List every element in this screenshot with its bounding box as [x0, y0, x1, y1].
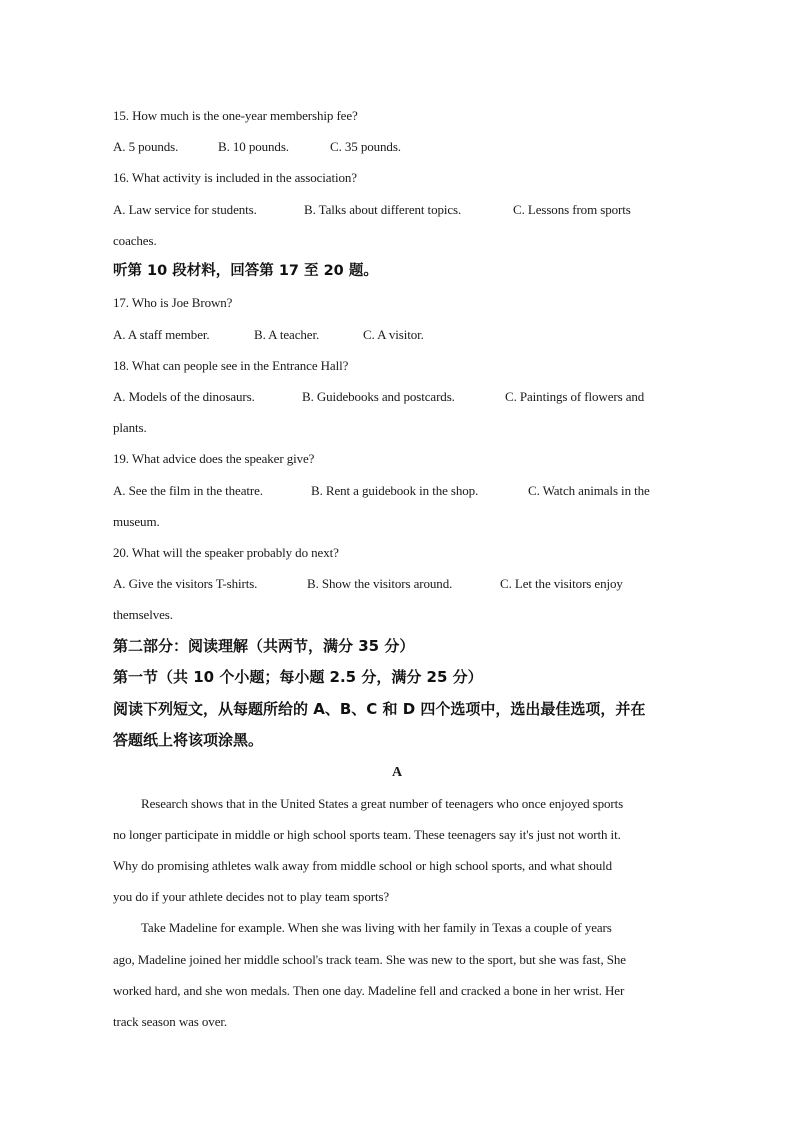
option-18-b: B. Guidebooks and postcards.: [302, 389, 455, 404]
option-17-a: A. A staff member.: [113, 326, 210, 342]
passage-p2-line-2: ago, Madeline joined her middle school's track team. She was new to the sport, but she was fast, She: [113, 951, 626, 967]
instructions-line-1: 阅读下列短文，从每题所给的 A、B、C 和 D 四个选项中，选出最佳选项，并在: [113, 699, 646, 718]
option-18-c-continued: plants.: [113, 420, 147, 436]
question-18: 18. What can people see in the Entrance Hall?: [113, 357, 349, 373]
instructions-line-2: 答题纸上将该项涂黑。: [113, 731, 264, 749]
passage-p1-line-1: Research shows that in the United States a great number of teenagers who once enjoyed sports: [141, 795, 624, 811]
option-20-c-continued: themselves.: [113, 607, 173, 623]
option-18-c: C. Paintings of flowers and: [505, 389, 645, 404]
question-19: 19. What advice does the speaker give?: [113, 451, 315, 467]
option-16-c-continued: coaches.: [113, 232, 157, 248]
passage-p1-line-2: no longer participate in middle or high school sports team. These teenagers say it's just not worth it.: [113, 826, 621, 842]
option-20-b: B. Show the visitors around.: [307, 576, 453, 592]
options-15: [113, 131, 681, 162]
option-16-b: B. Talks about different topics.: [304, 201, 462, 217]
option-15-a: A. 5 pounds.: [113, 139, 179, 155]
option-16-c: C. Lessons from sports: [513, 201, 631, 217]
passage-p1-line-3: Why do promising athletes walk away from middle school or high school sports, and what should: [113, 858, 613, 874]
option-18-a: A. Models of the dinosaurs.: [113, 389, 255, 404]
option-19-c-continued: museum.: [113, 513, 160, 529]
passage-p2-line-3: worked hard, and she won medals. Then one day. Madeline fell and cracked a bone in her wrist. Her: [113, 982, 625, 998]
part-2-heading: 第二部分：阅读理解（共两节，满分 35 分）: [113, 636, 415, 655]
passage-p2-line-4: track season was over.: [113, 1014, 228, 1029]
question-15: 15. How much is the one-year membership fee?: [113, 108, 358, 123]
options-16: [113, 194, 681, 225]
option-19-b: B. Rent a guidebook in the shop.: [311, 482, 479, 498]
option-15-c: C. 35 pounds.: [330, 139, 401, 155]
option-15-b: B. 10 pounds.: [218, 139, 289, 155]
option-17-b: B. A teacher.: [254, 326, 320, 342]
options-18: [113, 381, 681, 412]
passage-label: A: [391, 764, 402, 780]
section-1-heading: 第一节（共 10 个小题；每小题 2.5 分，满分 25 分）: [113, 668, 483, 686]
option-20-c: C. Let the visitors enjoy: [500, 576, 623, 592]
document-page: [113, 100, 681, 1037]
options-20: [113, 568, 681, 599]
passage-p2-line-1: Take Madeline for example. When she was living with her family in Texas a couple of years: [141, 920, 612, 936]
passage-p1-line-4: you do if your athlete decides not to play team sports?: [113, 889, 390, 905]
section-10-heading: 听第 10 段材料，回答第 17 至 20 题。: [113, 262, 378, 279]
question-20: 20. What will the speaker probably do next?: [113, 544, 339, 560]
option-17-c: C. A visitor.: [363, 326, 424, 342]
option-16-a: A. Law service for students.: [113, 201, 257, 217]
option-19-a: A. See the film in the theatre.: [113, 482, 263, 498]
options-17: [113, 319, 681, 350]
option-19-c: C. Watch animals in the: [528, 482, 650, 498]
options-19: [113, 475, 681, 506]
question-16: 16. What activity is included in the association?: [113, 170, 357, 186]
option-20-a: A. Give the visitors T-shirts.: [113, 576, 258, 592]
question-17: 17. Who is Joe Brown?: [113, 295, 233, 311]
